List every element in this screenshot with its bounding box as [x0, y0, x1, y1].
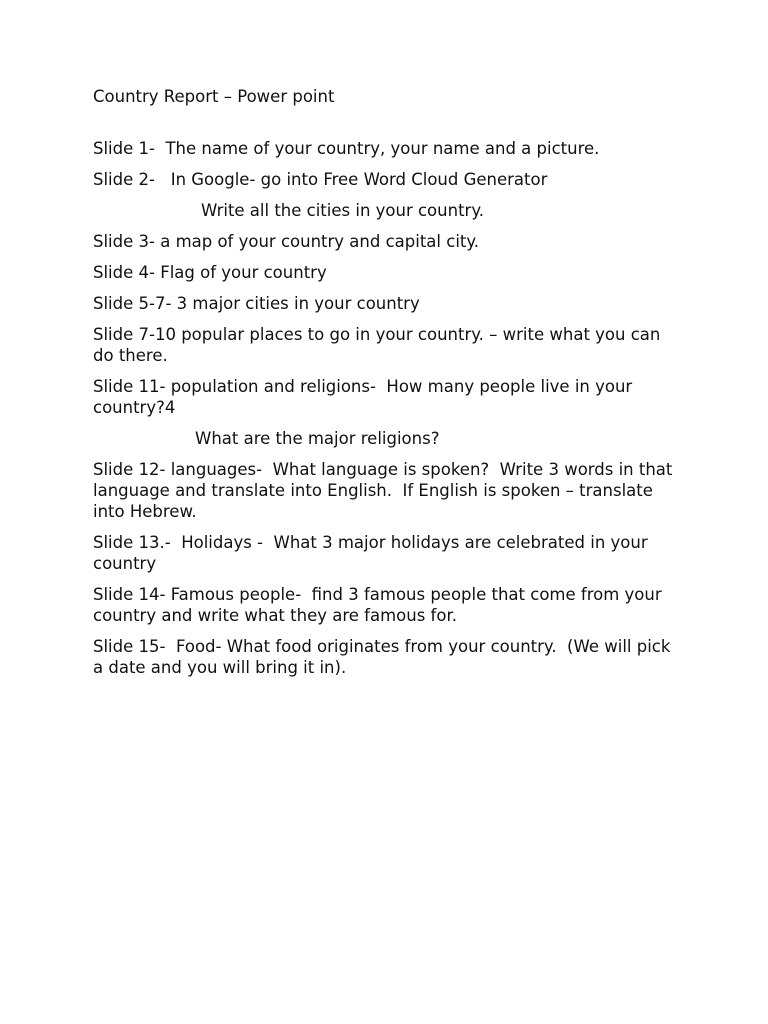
slide-5-7-line: Slide 5-7- 3 major cities in your country	[93, 294, 420, 313]
slide-12-line: Slide 12- languages- What language is spoken? Write 3 words in that language and translate into English. If English is spoken – translate into Hebrew.	[93, 460, 678, 521]
slide-1-line: Slide 1- The name of your country, your name and a picture.	[93, 139, 600, 158]
slide-13-line: Slide 13.- Holidays - What 3 major holidays are celebrated in your country	[93, 533, 653, 573]
slide-7-10-line: Slide 7-10 popular places to go in your country. – write what you can do there.	[93, 325, 666, 365]
slide-15-line: Slide 15- Food- What food originates from your country. (We will pick a date and you will bring it in).	[93, 637, 676, 677]
slide-11-subline: What are the major religions?	[195, 429, 440, 448]
slide-2-line: Slide 2- In Google- go into Free Word Cloud Generator	[93, 170, 548, 189]
slide-2-subline: Write all the cities in your country.	[201, 201, 484, 220]
document-body	[93, 86, 683, 688]
slide-3-line: Slide 3- a map of your country and capital city.	[93, 232, 480, 251]
slide-11-line: Slide 11- population and religions- How many people live in your country?4	[93, 377, 638, 417]
document-title: Country Report – Power point	[93, 87, 335, 106]
slide-14-line: Slide 14- Famous people- find 3 famous people that come from your country and write what they are famous for.	[93, 585, 667, 625]
slide-4-line: Slide 4- Flag of your country	[93, 263, 327, 282]
